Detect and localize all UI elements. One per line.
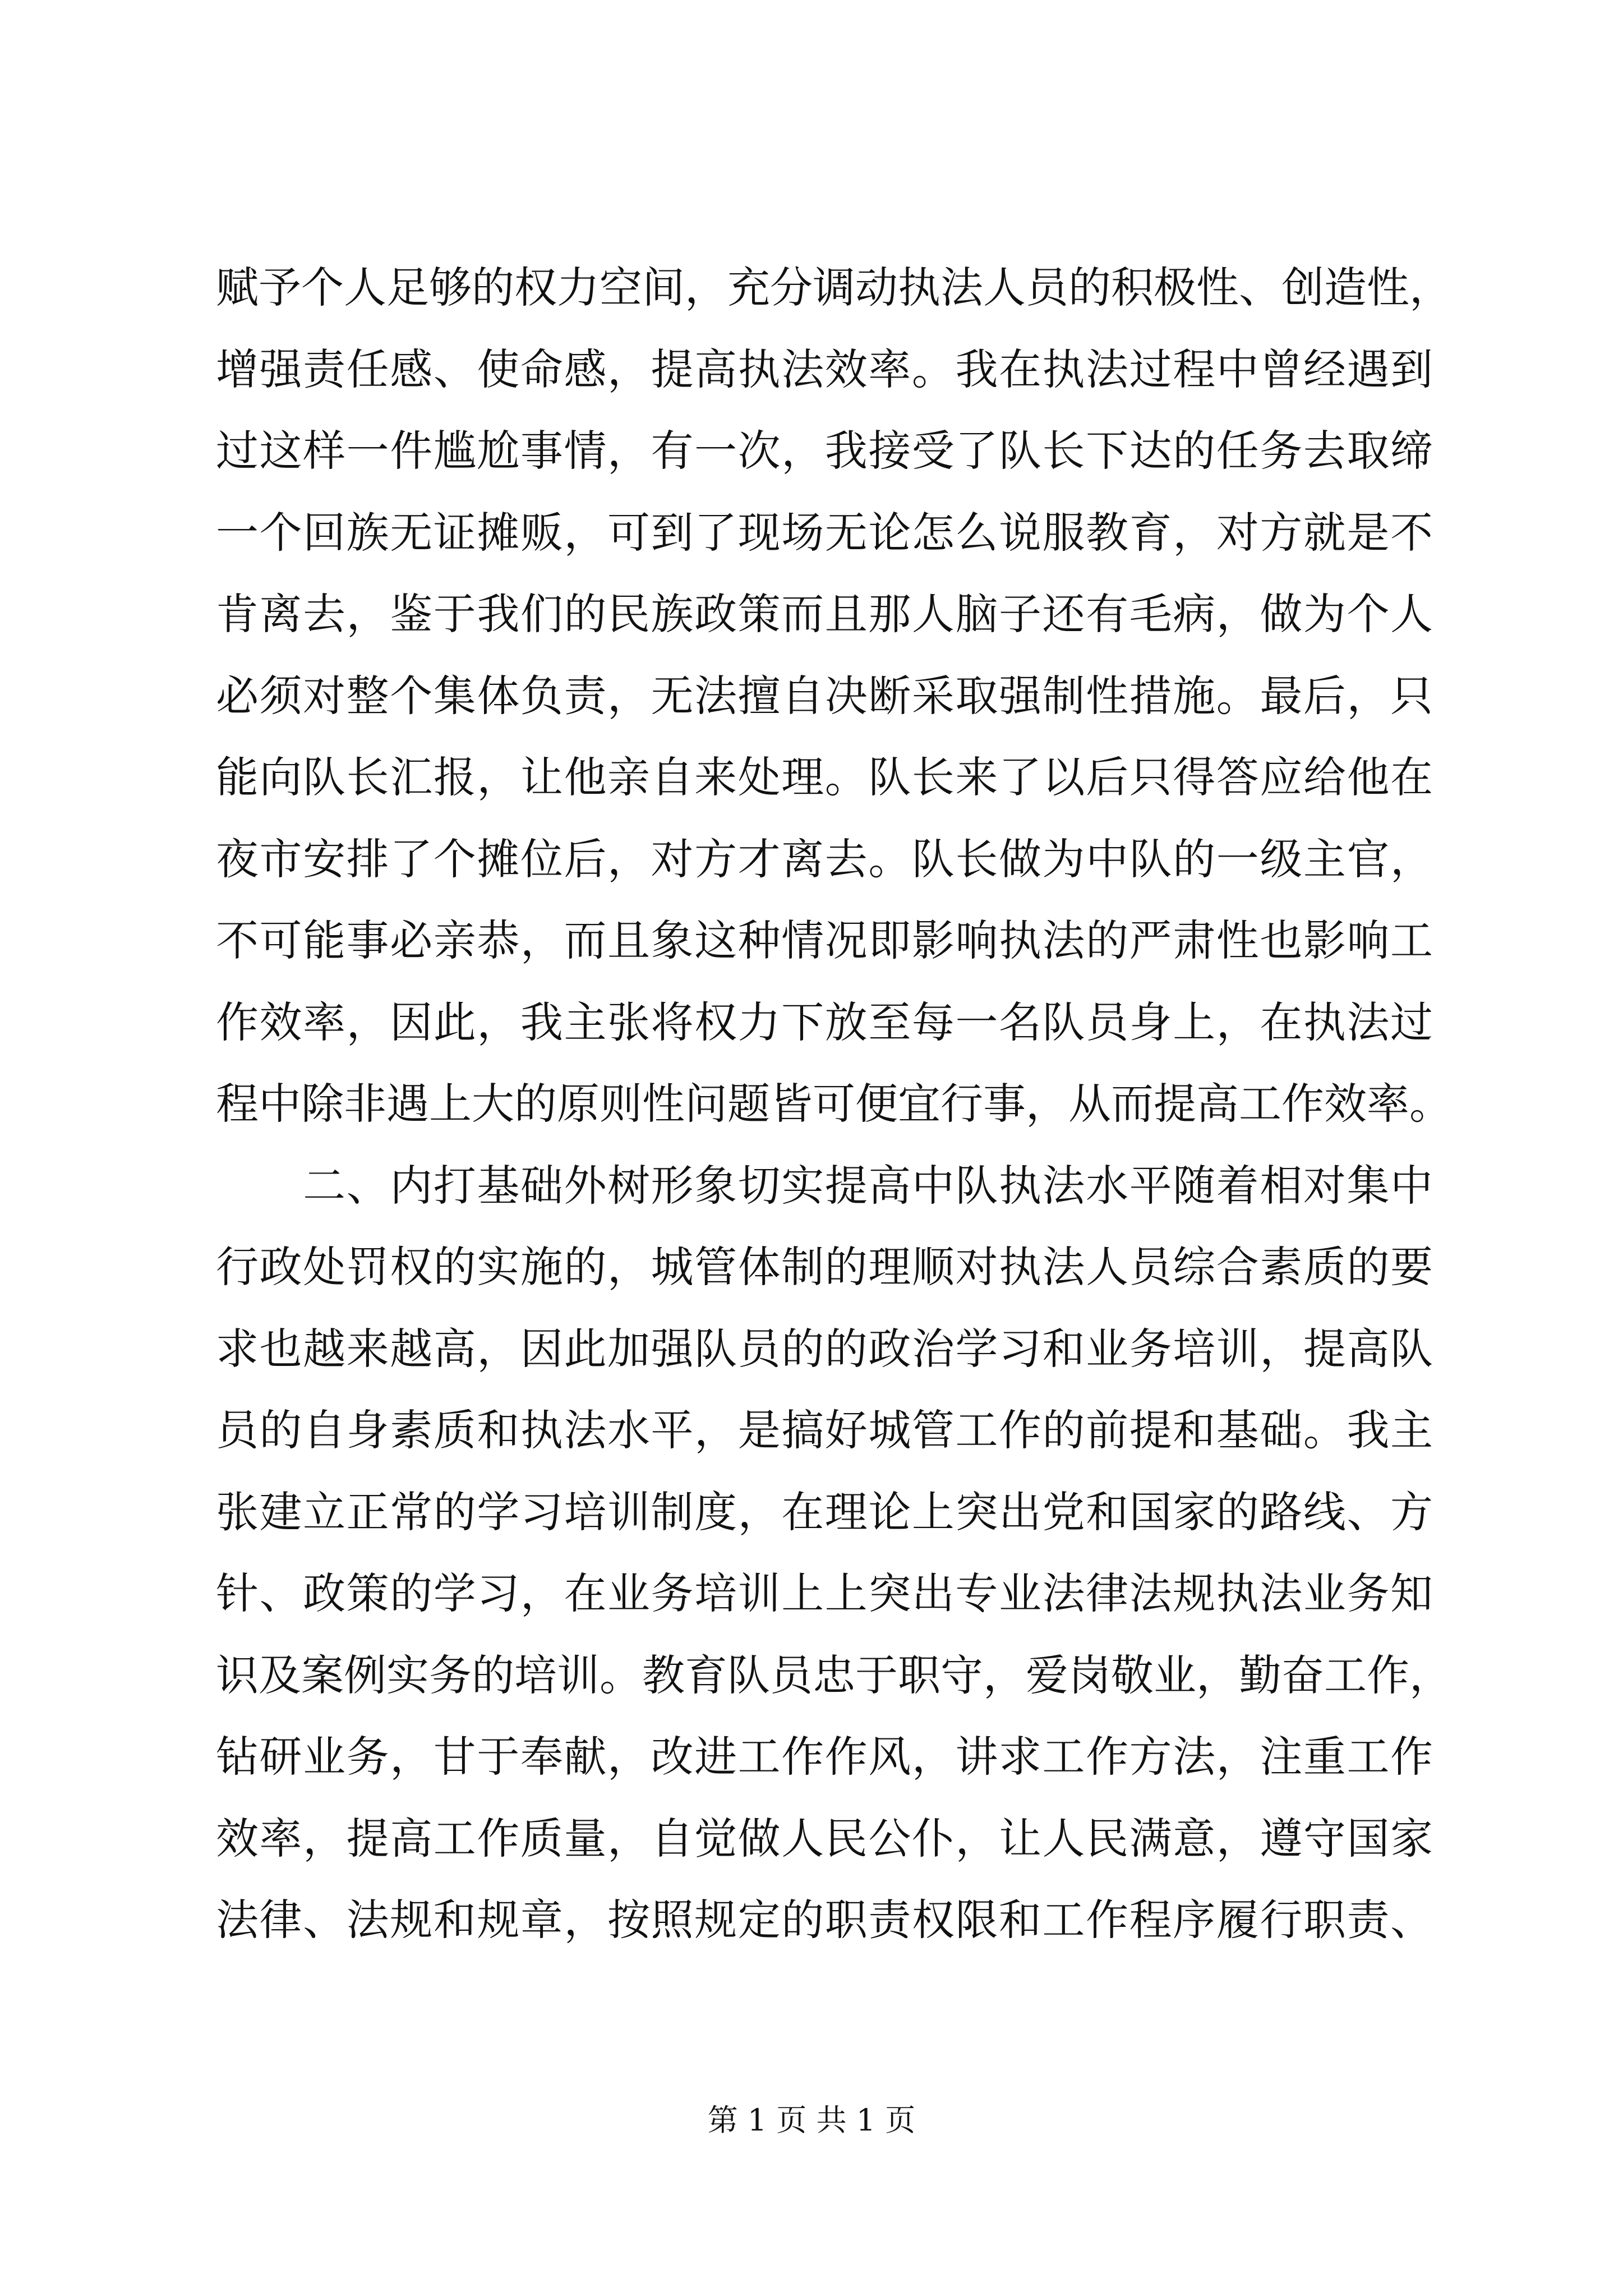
text-line: 针、政策的学习，在业务培训上上突出专业法律法规执法业务知 <box>216 1568 1433 1618</box>
text-line: 员的自身素质和执法水平，是搞好城管工作的前提和基础。我主 <box>216 1405 1433 1455</box>
text-line: 肯离去，鉴于我们的民族政策而且那人脑子还有毛病，做为个人 <box>216 589 1433 639</box>
body-text <box>216 247 1452 1961</box>
paragraph-end-line: 程中除非遇上大的原则性问题皆可便宜行事，从而提高工作效率。 <box>216 1079 1452 1129</box>
text-line: 过这样一件尴尬事情，有一次，我接受了队长下达的任务去取缔 <box>216 426 1433 476</box>
text-line: 能向队长汇报，让他亲自来处理。队长来了以后只得答应给他在 <box>216 752 1433 802</box>
text-line: 法律、法规和规章，按照规定的职责权限和工作程序履行职责、 <box>216 1895 1433 1945</box>
page-number-footer: 第 1 页 共 1 页 <box>707 2102 916 2138</box>
text-line: 一个回族无证摊贩，可到了现场无论怎么说服教育，对方就是不 <box>216 507 1433 558</box>
text-line: 增强责任感、使命感，提高执法效率。我在执法过程中曾经遇到 <box>216 344 1433 394</box>
text-line: 识及案例实务的培训。教育队员忠于职守，爱岗敬业，勤奋工作， <box>216 1650 1452 1700</box>
text-line: 夜市安排了个摊位后，对方才离去。队长做为中队的一级主官， <box>216 834 1433 884</box>
text-line: 钻研业务，甘于奉献，改进工作作风，讲求工作方法，注重工作 <box>216 1732 1433 1782</box>
text-line: 效率，提高工作质量，自觉做人民公仆，让人民满意，遵守国家 <box>216 1813 1433 1864</box>
text-line: 行政处罚权的实施的，城管体制的理顺对执法人员综合素质的要 <box>216 1242 1433 1292</box>
text-line: 求也越来越高，因此加强队员的的政治学习和业务培训，提高队 <box>216 1323 1433 1374</box>
text-line: 张建立正常的学习培训制度，在理论上突出党和国家的路线、方 <box>216 1487 1433 1537</box>
section-heading-line: 二、内打基础外树形象切实提高中队执法水平随着相对集中 <box>216 1160 1433 1211</box>
text-line: 作效率，因此，我主张将权力下放至每一名队员身上，在执法过 <box>216 997 1433 1047</box>
text-line: 赋予个人足够的权力空间，充分调动执法人员的积极性、创造性， <box>216 263 1452 312</box>
text-line: 必须对整个集体负责，无法擅自决断采取强制性措施。最后，只 <box>216 670 1433 721</box>
text-line: 不可能事必亲恭，而且象这种情况即影响执法的严肃性也影响工 <box>216 915 1433 965</box>
